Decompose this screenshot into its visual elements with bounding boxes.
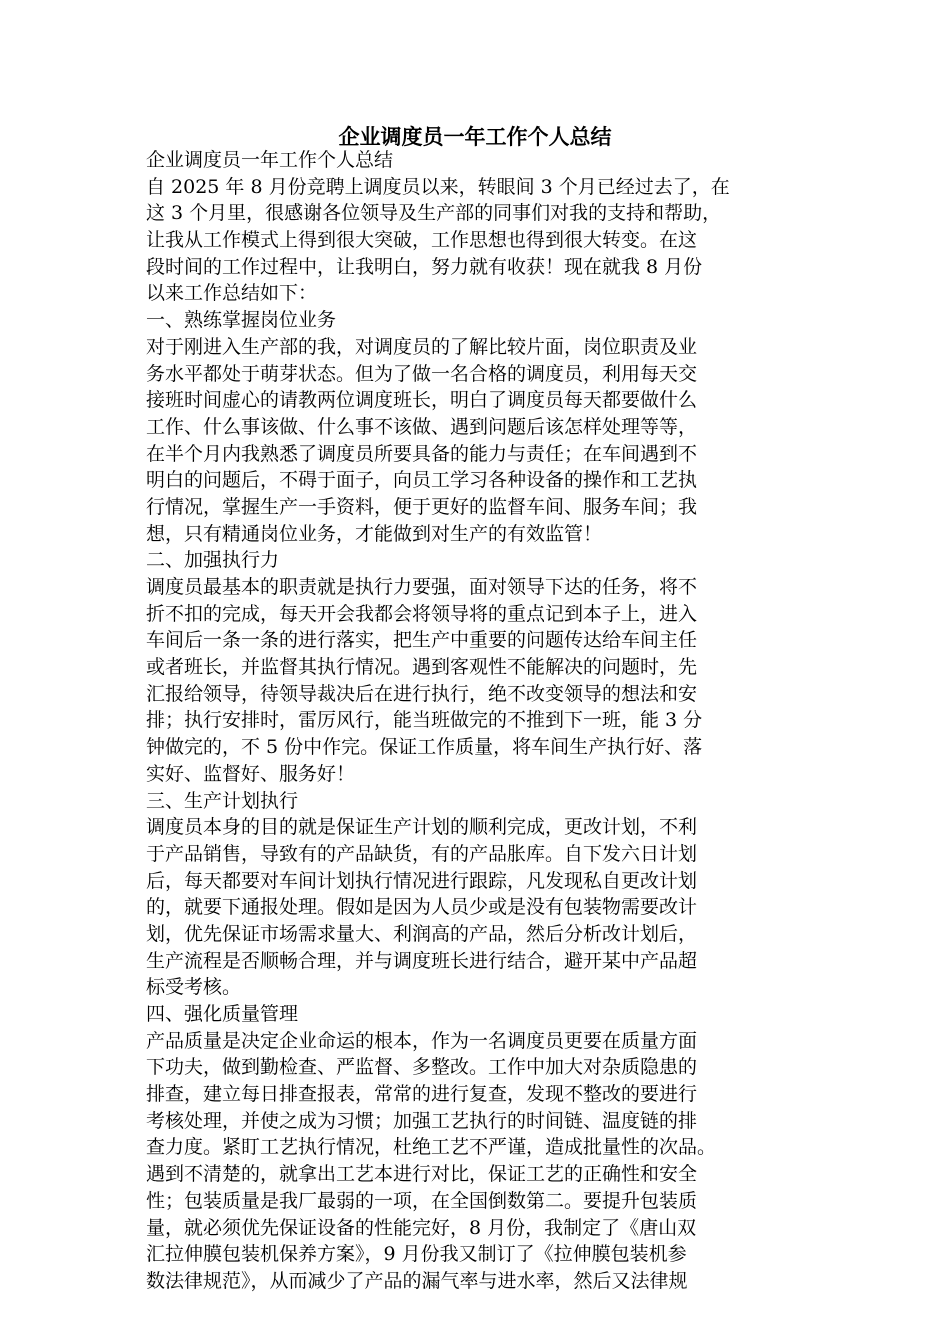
document-line: 段时间的工作过程中，让我明白，努力就有收获！现在就我 8 月份: [146, 255, 703, 278]
document-line: 的，就要下通报处理。假如是因为人员少或是没有包装物需要改计: [146, 896, 698, 919]
document-line: 遇到不清楚的，就拿出工艺本进行对比，保证工艺的正确性和安全: [146, 1163, 698, 1186]
document-line: 数法律规范》，从而减少了产品的漏气率与进水率，然后又法律规: [146, 1269, 688, 1292]
document-line: 三、生产计划执行: [146, 789, 299, 812]
document-line: 调度员本身的目的就是保证生产计划的顺利完成，更改计划，不利: [146, 816, 698, 839]
document-line: 想，只有精通岗位业务，才能做到对生产的有效监管！: [146, 522, 603, 545]
document-line: 接班时间虚心的请教两位调度班长，明白了调度员每天都要做什么: [146, 389, 698, 412]
document-line: 汇报给领导，待领导裁决后在进行执行，绝不改变领导的想法和安: [146, 682, 698, 705]
document-line: 车间后一条一条的进行落实，把生产中重要的问题传达给车间主任: [146, 629, 698, 652]
document-line: 性；包装质量是我厂最弱的一项，在全国倒数第二。要提升包装质: [146, 1189, 698, 1212]
document-line: 在半个月内我熟悉了调度员所要具备的能力与责任；在车间遇到不: [146, 442, 698, 465]
document-line: 四、强化质量管理: [146, 1003, 299, 1025]
document-line: 后，每天都要对车间计划执行情况进行跟踪，凡发现私自更改计划: [146, 869, 698, 892]
document-line: 这 3 个月里，很感谢各位领导及生产部的同事们对我的支持和帮助，: [146, 202, 722, 225]
document-line: 划，优先保证市场需求量大、利润高的产品，然后分析改计划后，: [146, 922, 698, 945]
document-line: 工作、什么事该做、什么事不该做、遇到问题后该怎样处理等等，: [146, 415, 698, 438]
document-body: [146, 147, 816, 1295]
document-line: 让我从工作模式上得到很大突破，工作思想也得到很大转变。在这: [146, 229, 698, 252]
document-line: 企业调度员一年工作个人总结: [146, 149, 394, 171]
document-line: 自 2025 年 8 月份竞聘上调度员以来，转眼间 3 个月已经过去了，在: [146, 175, 730, 198]
document-line: 以来工作总结如下：: [146, 282, 318, 305]
document-line: 或者班长，并监督其执行情况。遇到客观性不能解决的问题时，先: [146, 656, 698, 679]
document-line: 明白的问题后，不碍于面子，向员工学习各种设备的操作和工艺执: [146, 469, 698, 492]
document-line: 二、加强执行力: [146, 549, 280, 572]
document-line: 务水平都处于萌芽状态。但为了做一名合格的调度员，利用每天交: [146, 362, 698, 385]
document-line: 考核处理，并使之成为习惯；加强工艺执行的时间链、温度链的排: [146, 1109, 698, 1132]
document-line: 一、熟练掌握岗位业务: [146, 309, 337, 332]
document-line: 排查，建立每日排查报表，常常的进行复查，发现不整改的要进行: [146, 1083, 698, 1106]
document-line: 对于刚进入生产部的我，对调度员的了解比较片面，岗位职责及业: [146, 335, 698, 358]
document-line: 下功夫，做到勤检查、严监督、多整改。工作中加大对杂质隐患的: [146, 1056, 698, 1079]
document-line: 调度员最基本的职责就是执行力要强，面对领导下达的任务，将不: [146, 576, 698, 598]
document-line: 量，就必须优先保证设备的性能完好，8 月份，我制定了《唐山双: [146, 1216, 697, 1239]
document-line: 行情况，掌握生产一手资料，便于更好的监督车间、服务车间；我: [146, 495, 698, 518]
document-line: 查力度。紧盯工艺执行情况，杜绝工艺不严谨，造成批量性的次品。: [146, 1136, 717, 1159]
document-line: 钟做完的，不 5 份中作完。保证工作质量，将车间生产执行好、落: [146, 736, 703, 759]
document-line: 汇拉伸膜包装机保养方案》，9 月份我又制订了《拉伸膜包装机参: [146, 1243, 687, 1266]
document-line: 于产品销售，导致有的产品缺货，有的产品胀库。自下发六日计划: [146, 842, 698, 865]
document-line: 生产流程是否顺畅合理，并与调度班长进行结合，避开某中产品超: [146, 949, 698, 972]
document-line: 产品质量是决定企业命运的根本，作为一名调度员更要在质量方面: [146, 1029, 698, 1052]
document-line: 排；执行安排时，雷厉风行，能当班做完的不推到下一班，能 3 分: [146, 709, 703, 732]
document-line: 实好、监督好、服务好！: [146, 762, 356, 785]
document-title: 企业调度员一年工作个人总结: [338, 124, 612, 149]
document-line: 折不扣的完成，每天开会我都会将领导将的重点记到本子上，进入: [146, 602, 698, 625]
document-line: 标受考核。: [146, 976, 242, 999]
